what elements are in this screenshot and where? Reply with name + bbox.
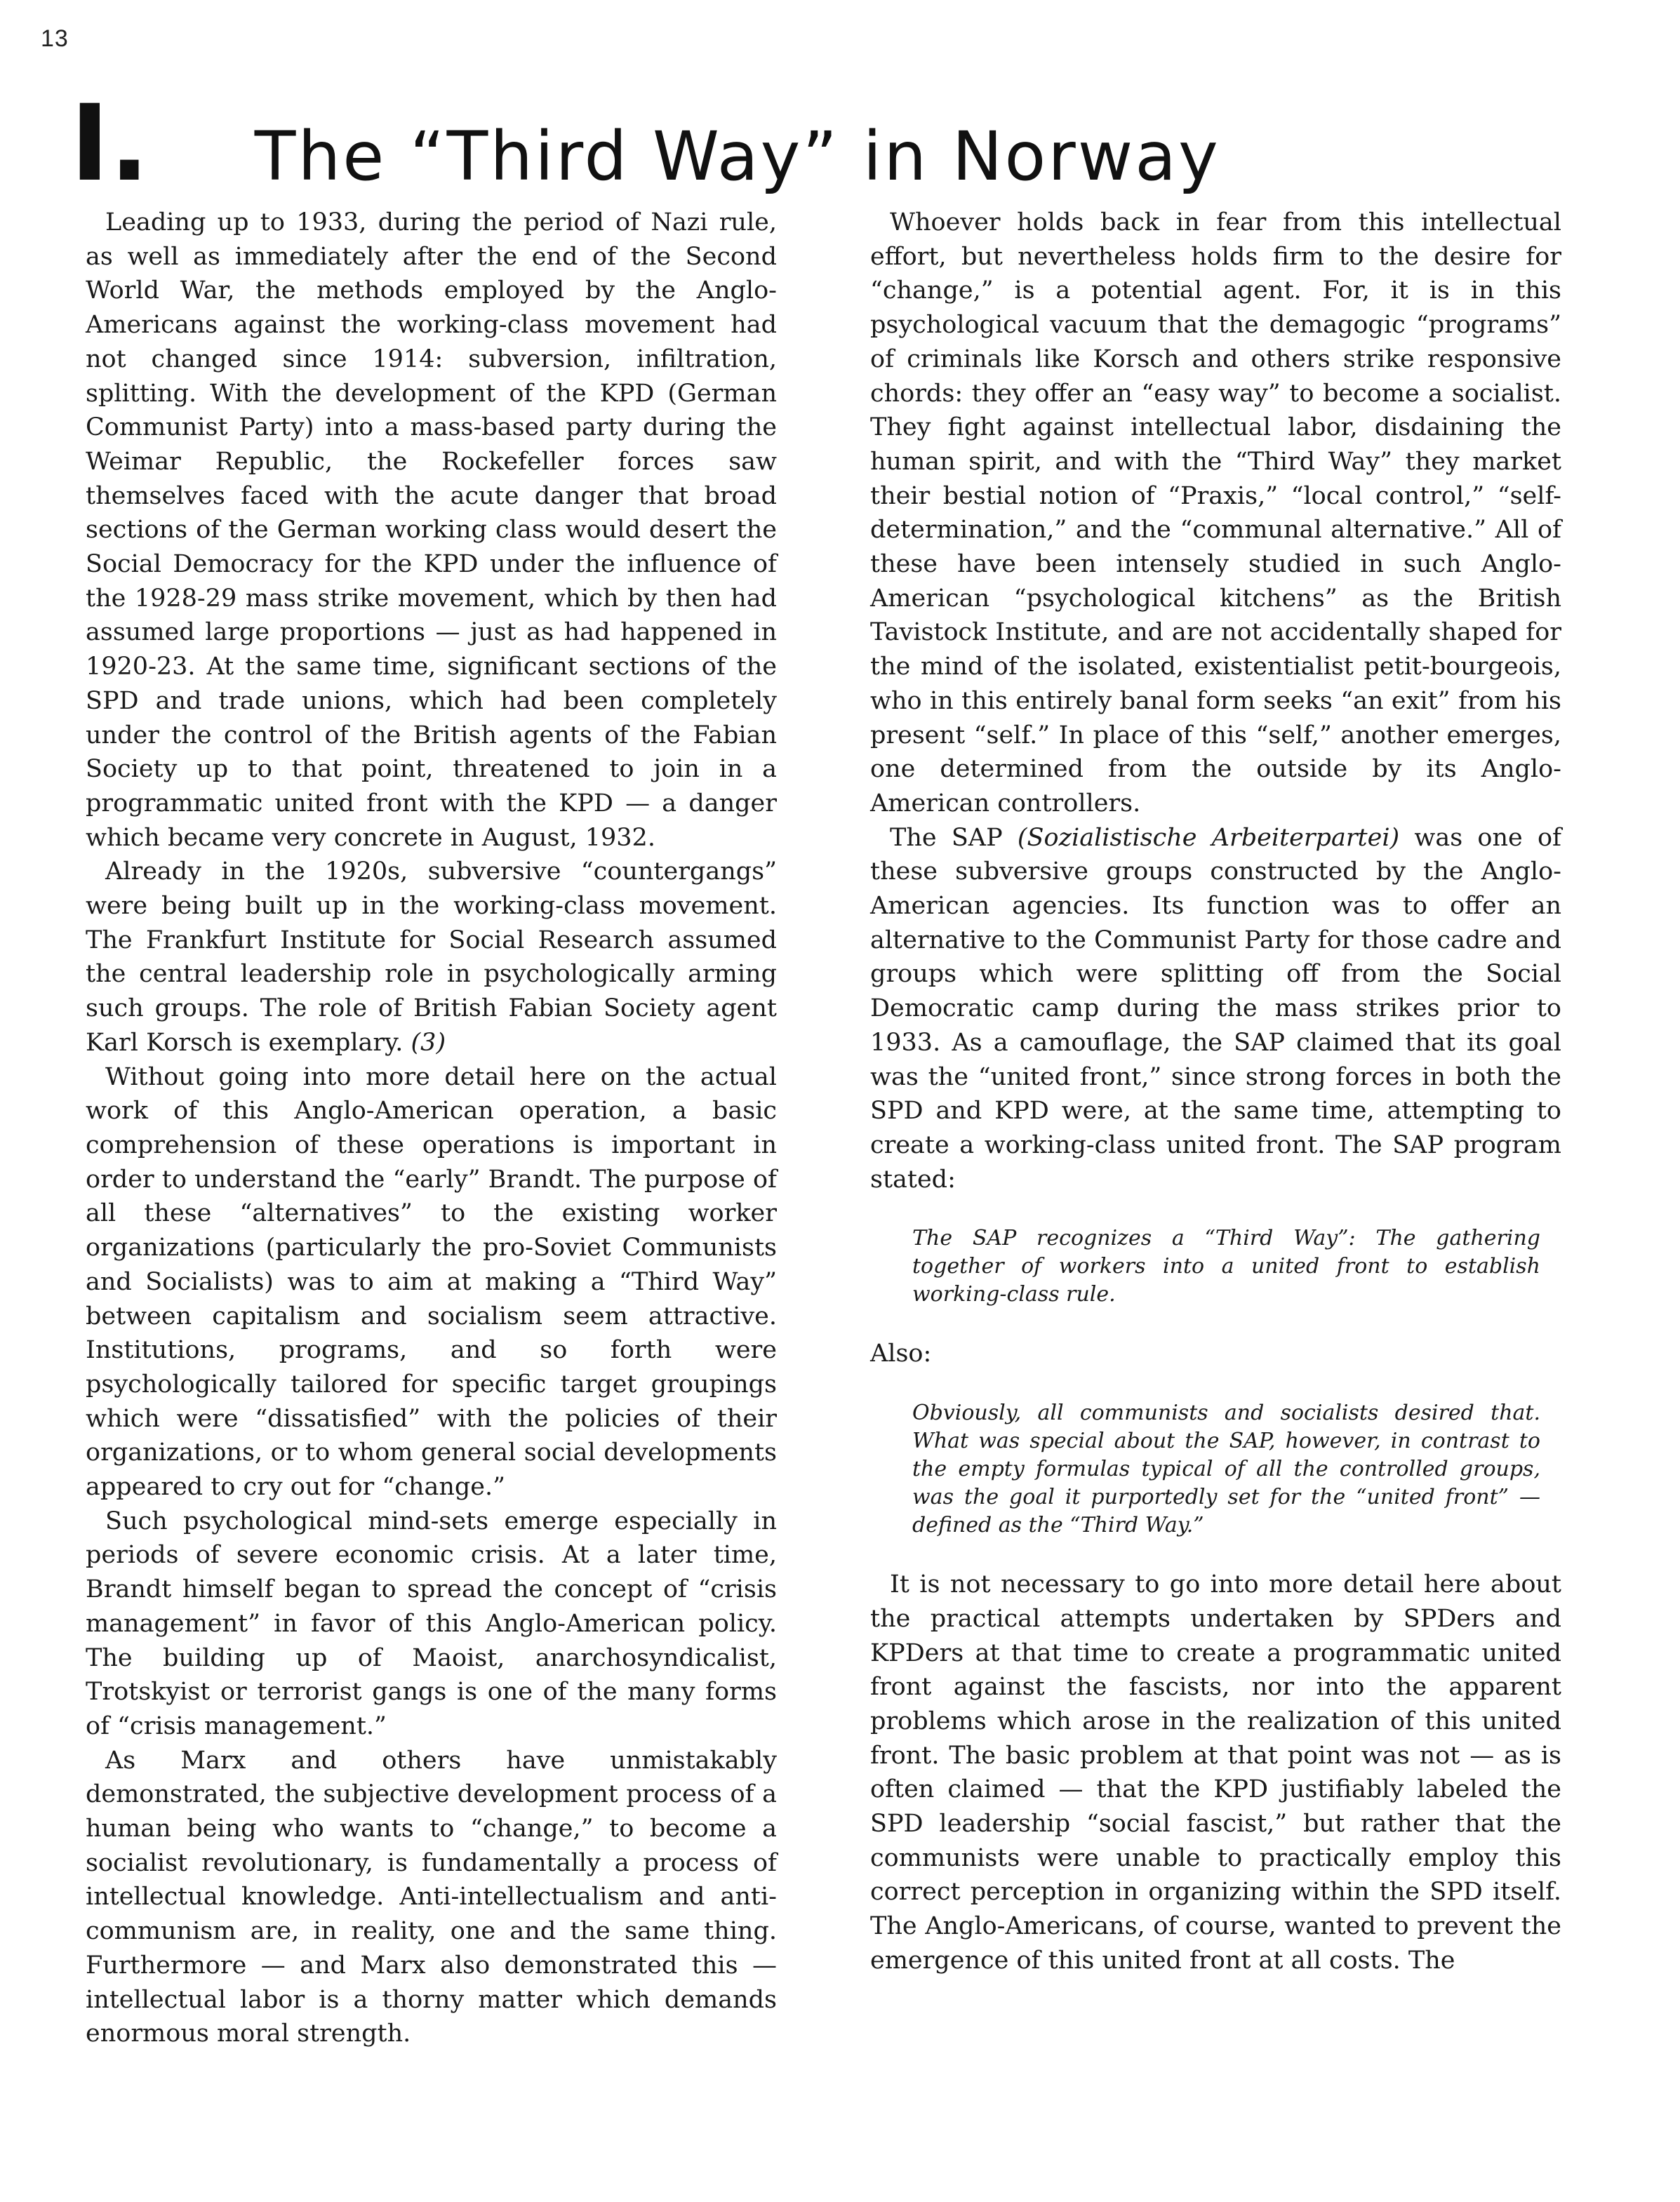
also-label: Also:: [870, 1340, 932, 1368]
party-name-german: (Sozialistische Arbeiterpartei): [1017, 823, 1400, 852]
page-number: 13: [41, 25, 69, 52]
paragraph: Without going into more detail here on the actual work of this Anglo-American operation, a basic comprehension of these operations is important in order to understand the “early” Brandt. The purpose of all these “alternatives” to the existing worker organizations (particularly the pro-Soviet Communists and Socialists) was to aim at making a “Third Way” between capitalism and socialism seem attractive. Institutions, programs, and so forth were psychologically tailored for specific target groupings which were “dissatisfied” with the policies of their organizations, or to whom general social developments appeared to cry out for “change.”: [86, 1062, 777, 1502]
right-column: [870, 206, 1561, 1978]
paragraph: Such psychological mind-sets emerge especially in periods of severe economic crisis. At a later time, Brandt himself began to spread the concept of “crisis management” in favor of this Anglo-American policy. The building up of Maoist, anarchosyndicalist, Trotskyist or terrorist gangs is one of the many forms of “crisis management.”: [86, 1507, 777, 1740]
chapter-heading: [70, 83, 1220, 205]
block-quote: The SAP recognizes a “Third Way”: The gathering together of workers into a united front to establish working-class rule.: [912, 1226, 1540, 1307]
chapter-number: I.: [70, 83, 149, 205]
paragraph-text: The SAP: [890, 823, 1018, 852]
paragraph: As Marx and others have unmistakably demonstrated, the subjective development process of a human being who wants to “change,” to become a socialist revolutionary, is fundamentally a process of intellectual knowledge. Anti-intellectualism and anti-communism are, in reality, one and the same thing. Furthermore — and Marx also demonstrated this — intellectual labor is a thorny matter which demands enormous moral strength.: [86, 1746, 777, 2048]
block-quote: Obviously, all communists and socialists desired that. What was special about the SAP, however, in contrast to the empty formulas typical of all the controlled groups, was the goal it purportedly set for the “united front” — defined as the “Third Way.”: [912, 1401, 1540, 1538]
paragraph: It is not necessary to go into more detail here about the practical attempts undertaken by SPDers and KPDers at that time to create a programmatic united front against the fascists, nor into the apparent problems which arose in the realization of this united front. The basic problem at that point was not — as is often claimed — that the KPD justifiably labeled the SPD leadership “social fascist,” but rather that the communists were unable to practically employ this correct perception in organizing within the SPD itself. The Anglo-Americans, of course, wanted to prevent the emergence of this united front at all costs. The: [870, 1570, 1561, 1975]
paragraph: Leading up to 1933, during the period of Nazi rule, as well as immediately after the end of the Second World War, the methods employed by the Anglo-Americans against the working-class movement had not changed since 1914: subversion, infiltration, splitting. With the development of the KPD (German Communist Party) into a mass-based party during the Weimar Republic, the Rockefeller forces saw themselves faced with the acute danger that broad sections of the German working class would desert the Social Democracy for the KPD under the influence of the 1928-29 mass strike movement, which by then had assumed large proportions — just as had happened in 1920-23. At the same time, significant sections of the SPD and trade unions, which had been completely under the control of the British agents of the Fabian Society up to that point, threatened to join in a programmatic united front with the KPD — a danger which became very concrete in August, 1932.: [86, 208, 777, 852]
paragraph-text: Already in the 1920s, subversive “countergangs” were being built up in the working-class movement. The Frankfurt Institute for Social Research assumed the central leadership role in psychologically arming such groups. The role of British Fabian Society agent Karl Korsch is exemplary.: [86, 858, 777, 1057]
paragraph-text: was one of these subversive groups constructed by the Anglo-American agencies. Its function was to offer an alternative to the Communist Party for those cadre and groups which were splitting off from the Social Democratic camp during the mass strikes prior to 1933. As a camouflage, the SAP claimed that its goal was the “united front,” since strong forces in both the SPD and KPD were, at the same time, attempting to create a working-class united front. The SAP program stated:: [870, 823, 1562, 1194]
chapter-title: The “Third Way” in Norway: [254, 117, 1220, 196]
paragraph: [870, 821, 1561, 1197]
paragraph: Whoever holds back in fear from this intellectual effort, but nevertheless holds firm to the desire for “change,” is a potential agent. For, it is in this psychological vacuum that the demagogic “programs” of criminals like Korsch and others strike responsive chords: they offer an “easy way” to become a socialist. They fight against intellectual labor, disdaining the human spirit, and with the “Third Way” they market their bestial notion of “Praxis,” “local control,” “self-determination,” and the “communal alternative.” All of these have been intensely studied in such Anglo-American “psychological kitchens” as the British Tavistock Institute, and are not accidentally shaped for the mind of the isolated, existentialist petit-bourgeois, who in this entirely banal form seeks “an exit” from his present “self.” In place of this “self,” another emerges, one determined from the outside by its Anglo-American controllers.: [870, 208, 1561, 818]
paragraph: [86, 855, 777, 1060]
left-column: [86, 206, 777, 2051]
footnote-reference: (3): [411, 1028, 446, 1057]
